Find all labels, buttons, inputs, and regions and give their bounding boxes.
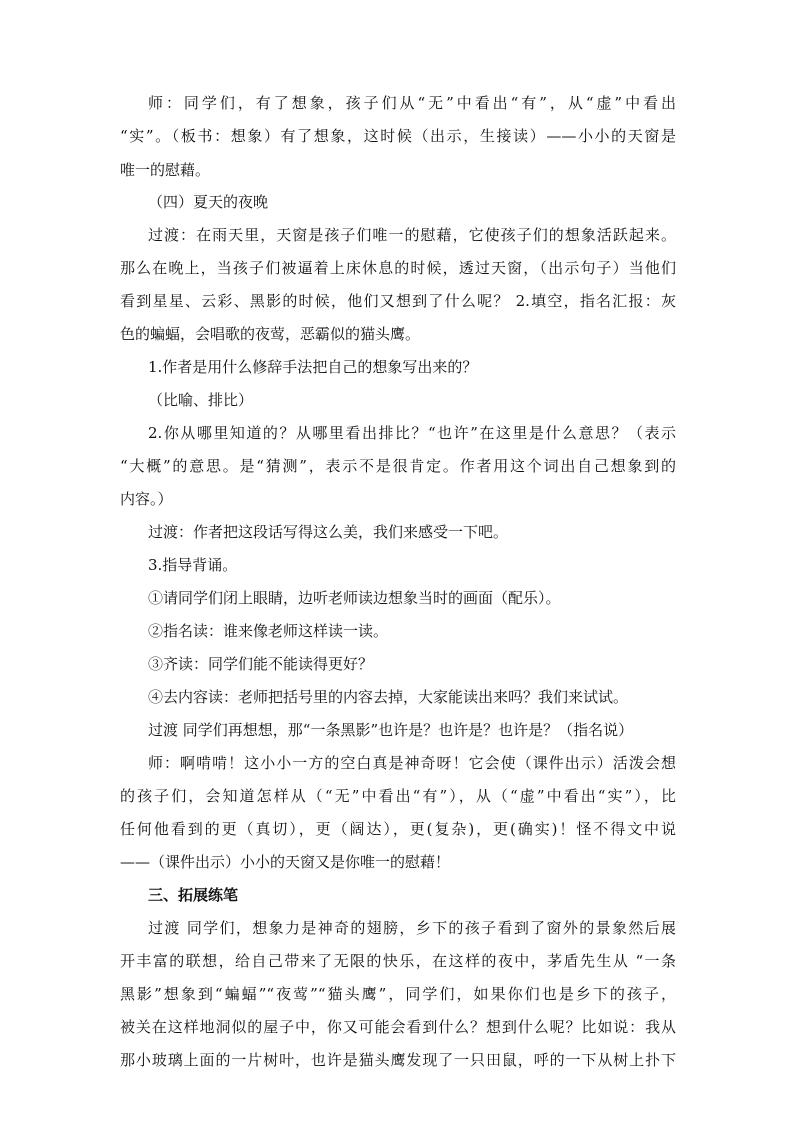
reading-step-1: ①请同学们闭上眼睛，边听老师读边想象当时的画面（配乐）。 bbox=[148, 589, 561, 607]
paragraph-line-2: “实”。（板书：想象）有了想象，这时候（出示，生接读）——小小的天窗是 bbox=[120, 127, 676, 145]
transition-line-1: 过渡：作者把这段话写得这么美，我们来感受一下吧。 bbox=[148, 523, 509, 541]
paragraph-line-1: 师：同学们，有了想象，孩子们从“无”中看出“有”，从“虚”中看出 bbox=[148, 94, 676, 112]
step-line-3: 3.指导背诵。 bbox=[148, 556, 238, 574]
reading-step-3: ③齐读：同学们能不能读得更好？ bbox=[148, 655, 374, 673]
teacher-line-2: 的孩子们，会知道怎样从（“无”中看出“有”），从（“虚”中看出“实”），比 bbox=[120, 787, 676, 805]
paragraph-line-5: 过渡：在雨天里，天窗是孩子们唯一的慰藉，它使孩子们的想象活跃起来。 bbox=[148, 226, 676, 244]
teacher-line-3: 任何他看到的更（真切），更（阔达），更(复杂)，更(确实)！怪不得文中说 bbox=[120, 820, 676, 838]
reading-step-4: ④去内容读：老师把括号里的内容去掉，大家能读出来吗？我们来试试。 bbox=[148, 688, 629, 706]
practice-line-3: 黑影”想象到“蝙蝠”“夜莺”“猫头鹰”，同学们，如果你们也是乡下的孩子， bbox=[120, 985, 676, 1003]
transition-line-2: 过渡 同学们再想想，那“一条黑影”也许是？也许是？也许是？（指名说） bbox=[148, 721, 634, 739]
reading-step-2: ②指名读：谁来像老师这样读一读。 bbox=[148, 622, 389, 640]
teacher-line-4: ——（课件出示）小小的天窗又是你唯一的慰藉！ bbox=[120, 853, 451, 871]
practice-line-2: 开丰富的联想，给自己带来了无限的快乐，在这样的夜中，茅盾先生从 “一条 bbox=[120, 952, 676, 970]
answer-line-3: 内容。） bbox=[120, 490, 173, 508]
practice-line-5: 那小玻璃上面的一片树叶，也许是猫头鹰发现了一只田鼠，呼的一下从树上扑下 bbox=[120, 1051, 676, 1069]
practice-line-4: 被关在这样地洞似的屋子中，你又可能会看到什么？想到什么呢？比如说：我从 bbox=[120, 1018, 676, 1036]
question-line-1: 1.作者是用什么修辞手法把自己的想象写出来的？ bbox=[148, 358, 478, 376]
answer-line-1: （比喻、排比） bbox=[148, 391, 254, 409]
section-heading-4: （四）夏天的夜晚 bbox=[148, 193, 269, 211]
paragraph-line-6: 那么在晚上，当孩子们被逼着上床休息的时候，透过天窗，（出示句子）当他们 bbox=[120, 259, 676, 277]
paragraph-line-8: 色的蝙蝠，会唱歌的夜莺，恶霸似的猫头鹰。 bbox=[120, 325, 421, 343]
paragraph-line-3: 唯一的慰藉。 bbox=[120, 161, 211, 179]
teacher-line-1: 师：啊啃啃！这小小一方的空白真是神奇呀！它会使（课件出示）活泼会想 bbox=[148, 754, 676, 772]
question-line-2: 2.你从哪里知道的？从哪里看出排比？“也许”在这里是什么意思？（表示 bbox=[148, 424, 676, 442]
answer-line-2: “大概”的意思。是“猜测”，表示不是很肯定。作者用这个词出自己想象到的 bbox=[120, 457, 676, 475]
paragraph-line-7: 看到星星、云彩、黑影的时候，他们又想到了什么呢？ 2.填空，指名汇报：灰 bbox=[120, 292, 676, 310]
section-heading-3: 三、拓展练笔 bbox=[148, 886, 239, 904]
practice-line-1: 过渡 同学们，想象力是神奇的翅膀，乡下的孩子看到了窗外的景象然后展 bbox=[148, 919, 676, 937]
